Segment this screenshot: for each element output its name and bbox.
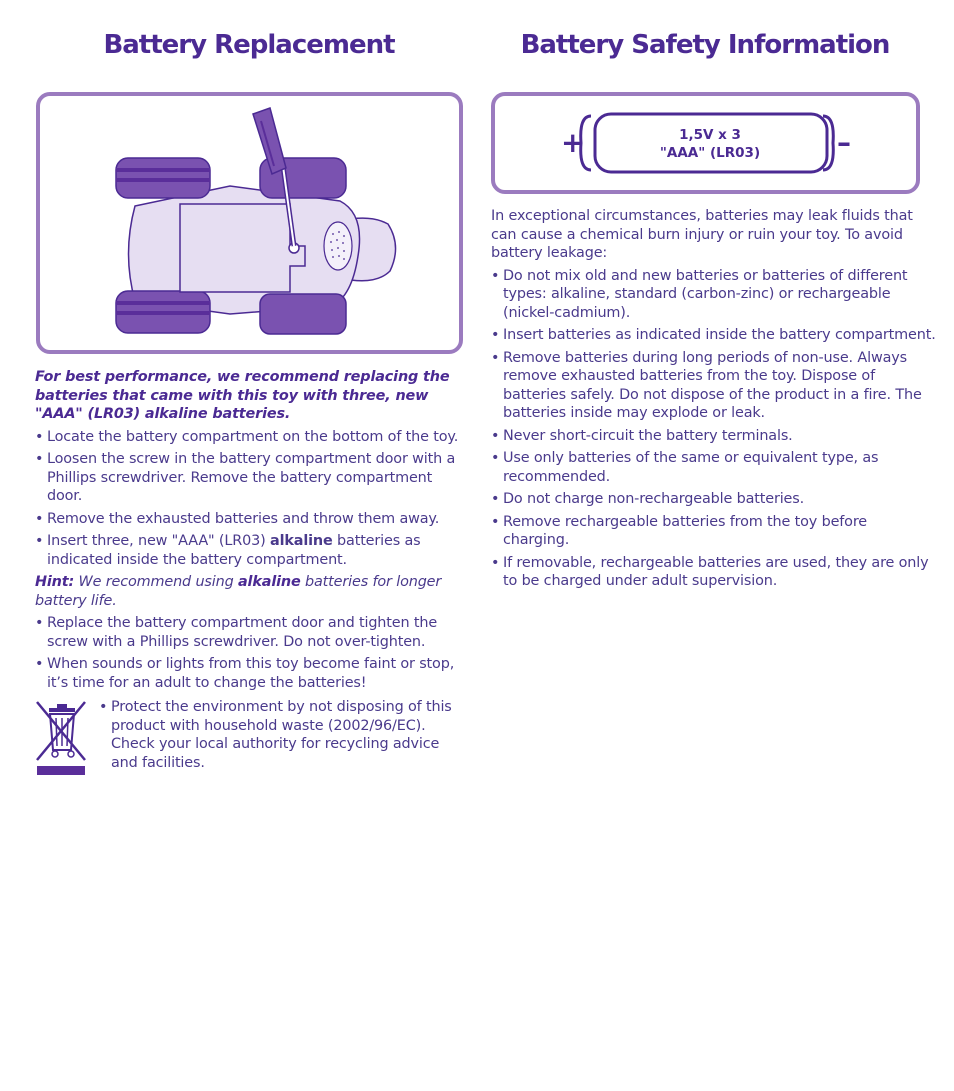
battery-label — [615, 126, 805, 162]
list-item: • Use only batteries of the same or equivalent type, as recommended. — [491, 449, 936, 486]
list-item: • Insert batteries as indicated inside the battery compartment. — [491, 326, 936, 345]
battery-type-label: "AAA" (LR03) — [659, 145, 761, 161]
list-item: • Remove rechargeable batteries from the toy before charging. — [491, 513, 936, 550]
list-item: • Protect the environment by not disposing of this product with household waste (2002/96/EC). Check your local authority for recycling advice and facilities. — [99, 698, 469, 772]
list-item — [35, 532, 465, 569]
replacement-steps — [35, 428, 465, 570]
insert-text-end: batteries as indicated inside the battery compartment. — [47, 533, 421, 568]
positive-terminal-sign: + — [561, 126, 585, 159]
battery-safety-heading: Battery Safety Information — [520, 30, 890, 60]
list-item: • Do not charge non-rechargeable batteries. — [491, 490, 936, 509]
battery-replacement-instructions — [35, 368, 465, 778]
alkaline-emphasis: alkaline — [270, 533, 333, 549]
list-item: • Never short-circuit the battery terminals. — [491, 427, 936, 446]
performance-recommendation: For best performance, we recommend replacing the batteries that came with this toy with three, new "AAA" (LR03) alkaline batteries. — [35, 369, 450, 422]
battery-diagram-frame — [491, 92, 920, 194]
replacement-steps-continued — [35, 614, 465, 692]
list-item: • When sounds or lights from this toy become faint or stop, it’s time for an adult to change the batteries! — [35, 655, 465, 692]
insert-text: Insert three, new "AAA" (LR03) — [47, 533, 271, 549]
list-item: • Remove batteries during long periods of non-use. Always remove exhausted batteries from the toy. Dispose of batteries safely. Do not dispose of the product in a fire. The batteries inside may explode or leak. — [491, 349, 936, 423]
negative-terminal-sign: – — [837, 126, 851, 159]
list-item: • Do not mix old and new batteries or batteries of different types: alkaline, standard (carbon-zinc) or rechargeable (nickel-cadmium). — [491, 267, 936, 323]
list-item: • Locate the battery compartment on the bottom of the toy. — [35, 428, 465, 447]
safety-rules — [491, 267, 936, 591]
list-item: • If removable, rechargeable batteries are used, they are only to be charged under adult supervision. — [491, 554, 936, 591]
leakage-warning-intro: In exceptional circumstances, batteries may leak fluids that can cause a chemical burn injury or ruin your toy. To avoid battery leakage: — [491, 208, 913, 261]
recycling-text-list — [99, 698, 469, 776]
list-item: • Replace the battery compartment door and tighten the screw with a Phillips screwdriver. Do not over-tighten. — [35, 614, 465, 651]
hint-paragraph — [35, 573, 465, 610]
list-item: • Loosen the screw in the battery compartment door with a Phillips screwdriver. Remove the battery compartment door. — [35, 450, 465, 506]
crossed-out-wheelie-bin-icon — [35, 698, 87, 778]
hint-label: Hint: — [35, 574, 75, 590]
hint-text: We recommend using — [74, 574, 238, 590]
battery-replacement-heading: Battery Replacement — [103, 30, 395, 60]
list-item: • Remove the exhausted batteries and throw them away. — [35, 510, 465, 529]
toy-illustration-frame — [36, 92, 463, 354]
toy-battery-door-illustration — [40, 96, 459, 350]
hint-alkaline-emphasis: alkaline — [238, 574, 301, 590]
battery-voltage-label: 1,5V x 3 — [679, 127, 741, 143]
hint-text-end: batteries for longer battery life. — [35, 574, 442, 609]
battery-safety-instructions — [491, 207, 936, 595]
recycling-notice — [35, 698, 465, 778]
